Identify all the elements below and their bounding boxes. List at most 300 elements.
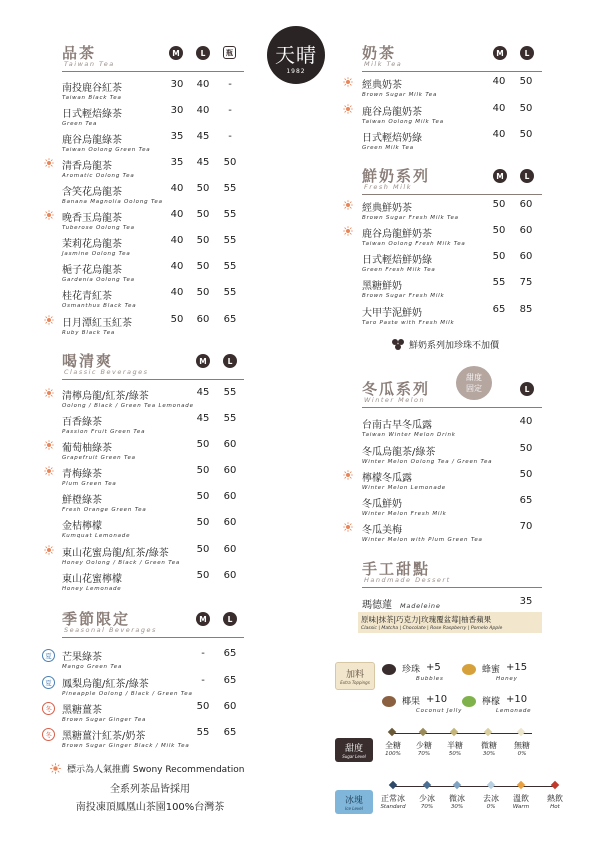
sugar-scale-line (392, 733, 532, 734)
price-l: 60 (223, 701, 237, 712)
sugar-level-name: 半糖 (447, 741, 463, 750)
item-name: 大甲芋泥鮮奶 (362, 308, 422, 319)
item-english-name: Winter Melon Oolong Tea / Green Tea (362, 459, 493, 465)
price-m: - (201, 648, 205, 659)
sun-icon (343, 200, 353, 210)
sun-icon (50, 763, 61, 774)
size-l-badge: L (520, 169, 534, 183)
topping-price: +15 (506, 662, 528, 673)
sun-icon (44, 466, 54, 476)
section-subtitle: Fresh Milk (364, 183, 412, 191)
price-l: 55 (223, 413, 237, 424)
item-name: 檸檬冬瓜露 (362, 473, 412, 484)
ice-level-option (376, 793, 410, 810)
sugar-marker (388, 728, 396, 736)
item-english-name: Grapefruit Green Tea (62, 455, 136, 461)
price-l: 40 (519, 416, 533, 427)
sun-icon (44, 315, 54, 325)
sun-icon (44, 210, 54, 220)
summer-tag: 夏 (42, 649, 55, 662)
menu-item (362, 304, 454, 326)
sugar-label-en: Sugar Level (342, 754, 366, 759)
section-title: 喝清爽 (62, 352, 114, 370)
topping-english-name: Bubbles (416, 676, 444, 682)
sugar-level-option (407, 740, 441, 757)
size-l-badge: L (223, 354, 237, 368)
item-name: 冬瓜美梅 (362, 525, 402, 536)
item-english-name: Taiwan Oolong Green Tea (62, 147, 151, 153)
item-english-name: Plum Green Tea (62, 481, 117, 487)
section-title: 冬瓜系列 (362, 380, 431, 398)
price-m: 50 (196, 570, 210, 581)
ice-level-label (335, 790, 373, 814)
menu-item (62, 701, 146, 723)
recommend-note-text: 標示為人氣推薦 Swony Recommendation (67, 765, 245, 775)
price-l: 65 (519, 495, 533, 506)
item-name: 日月潭紅玉紅茶 (62, 318, 132, 329)
sun-icon (343, 104, 353, 114)
size-l-badge: L (196, 46, 210, 60)
menu-item (62, 570, 122, 592)
toppings-label (335, 662, 375, 690)
section-title: 品茶 (62, 44, 97, 62)
sugar-level-value: 100% (385, 751, 401, 757)
menu-item (362, 277, 444, 299)
item-english-name: Taiwan Oolong Fresh Milk Tea (362, 241, 466, 247)
menu-item (362, 469, 446, 491)
price-l: 45 (196, 157, 210, 168)
ice-level-name: 正常冰 (381, 794, 405, 803)
sugar-marker (484, 728, 492, 736)
topping-english-name: Coconut Jelly (416, 708, 463, 714)
item-name: 黑糖鮮奶 (362, 281, 402, 292)
size-m-badge: M (196, 612, 210, 626)
menu-item (62, 235, 131, 257)
price-m: 40 (170, 235, 184, 246)
ice-level-name: 微冰 (449, 794, 465, 803)
menu-item (62, 314, 132, 336)
price-m: 50 (196, 439, 210, 450)
menu-item (62, 413, 145, 435)
item-name: 桂花青紅茶 (62, 291, 112, 302)
price-l: 50 (519, 103, 533, 114)
item-name: 鹿谷烏龍奶茶 (362, 107, 422, 118)
item-name: 清香烏龍茶 (62, 161, 112, 172)
bubbles-icon (392, 339, 404, 351)
item-name: 日式輕焙奶綠 (362, 133, 422, 144)
item-name: 鹿谷烏龍鮮奶茶 (362, 229, 432, 240)
menu-item (362, 129, 422, 151)
section-subtitle: Seasonal Beverages (64, 626, 157, 634)
menu-item (62, 209, 135, 231)
item-name: 清檸烏龍/紅茶/綠茶 (62, 391, 149, 402)
item-english-name: Fresh Orange Green Tea (62, 507, 147, 513)
size-l-badge: L (223, 612, 237, 626)
item-english-name: Oolong / Black / Green Tea Lemonade (62, 403, 194, 409)
item-name: 葡萄柚綠茶 (62, 443, 112, 454)
source-note (50, 780, 250, 813)
section-rule (362, 587, 542, 588)
source-note-line-1: 全系列茶品皆採用 (110, 784, 190, 795)
item-english-name: Aromatic Oolong Tea (62, 173, 135, 179)
ice-level-option (504, 793, 538, 810)
flavors-zh: 原味|抹茶|巧克力|玫瑰覆盆莓|柚香蘋果 (361, 615, 492, 624)
price-b: 55 (223, 261, 237, 272)
menu-item (62, 105, 122, 127)
item-name: 晚香玉烏龍茶 (62, 213, 122, 224)
price-l: 60 (223, 570, 237, 581)
bubble-note (392, 338, 499, 351)
menu-item (362, 495, 447, 517)
size-m-badge: M (493, 169, 507, 183)
price-m: 50 (196, 517, 210, 528)
section-rule (362, 407, 542, 408)
item-name: 東山花蜜檸檬 (62, 574, 122, 585)
menu-item (362, 251, 436, 273)
ice-level-value: Standard (380, 804, 406, 810)
item-name: 黑糖薑茶 (62, 705, 102, 716)
menu-item (362, 103, 444, 125)
size-bottle-badge: 瓶 (223, 46, 236, 59)
price-l: 50 (519, 443, 533, 454)
price-l: 75 (519, 277, 533, 288)
item-english-name: Brown Sugar Fresh Milk (362, 293, 445, 299)
price-l: 45 (196, 131, 210, 142)
dessert-price: 35 (519, 596, 533, 607)
price-m: 35 (170, 157, 184, 168)
sugar-level-option (438, 740, 472, 757)
price-l: 60 (196, 314, 210, 325)
price-m: 40 (492, 103, 506, 114)
item-english-name: Taiwan Winter Melon Drink (362, 432, 456, 438)
topping-english-name: Lemonade (496, 708, 532, 714)
price-b: 50 (223, 157, 237, 168)
section-rule (62, 379, 244, 380)
ice-level-value: 30% (450, 804, 464, 810)
price-l: 60 (223, 544, 237, 555)
price-l: 60 (223, 517, 237, 528)
summer-tag: 夏 (42, 676, 55, 689)
price-l: 60 (519, 251, 533, 262)
price-l: 50 (519, 76, 533, 87)
price-b: 55 (223, 209, 237, 220)
sugar-level-label (335, 738, 373, 762)
item-name: 芒果綠茶 (62, 652, 102, 663)
price-m: 50 (196, 465, 210, 476)
price-l: 60 (519, 225, 533, 236)
ice-marker (389, 781, 397, 789)
price-m: 40 (170, 183, 184, 194)
ice-level-option (538, 793, 572, 810)
menu-item (62, 465, 117, 487)
sun-icon (44, 440, 54, 450)
item-name: 茉莉花烏龍茶 (62, 239, 122, 250)
topping-name: 檸檬 (482, 697, 501, 707)
dessert-english-name: Madeleine (400, 602, 441, 610)
item-english-name: Honey Oolong / Black / Green Tea (62, 560, 181, 566)
price-m: 50 (196, 491, 210, 502)
topping-name: 椰果 (402, 697, 421, 707)
winter-tag: 冬 (42, 728, 55, 741)
sugar-label-zh: 甜度 (344, 744, 363, 754)
item-english-name: Osmanthus Black Tea (62, 303, 137, 309)
item-english-name: Passion Fruit Green Tea (62, 429, 146, 435)
menu-item (362, 521, 483, 543)
item-name: 鳳梨烏龍/紅茶/綠茶 (62, 679, 149, 690)
ice-level-name: 去冰 (483, 794, 499, 803)
price-m: 50 (196, 544, 210, 555)
section-rule (62, 71, 244, 72)
topping-item (402, 662, 444, 682)
brand-logo (267, 26, 325, 84)
section-title: 鮮奶系列 (362, 167, 431, 185)
price-l: 60 (223, 439, 237, 450)
price-b: 55 (223, 287, 237, 298)
price-l: 65 (223, 727, 237, 738)
section-rule (362, 194, 542, 195)
sun-icon (343, 77, 353, 87)
ice-marker (453, 781, 461, 789)
price-b: - (228, 131, 232, 142)
topping-name: 珍珠 (402, 665, 421, 675)
item-name: 經典奶茶 (362, 80, 402, 91)
menu-item (362, 76, 437, 98)
price-l: 50 (519, 469, 533, 480)
item-name: 含笑花烏龍茶 (62, 187, 122, 198)
sugar-level-option (472, 740, 506, 757)
item-name: 梔子花烏龍茶 (62, 265, 122, 276)
sugar-level-name: 微糖 (481, 741, 497, 750)
price-m: 55 (196, 727, 210, 738)
price-m: 50 (196, 701, 210, 712)
ice-level-value: 0% (486, 804, 496, 810)
price-m: 50 (492, 199, 506, 210)
sugar-marker (517, 728, 525, 736)
menu-item (62, 491, 147, 513)
price-m: 40 (492, 129, 506, 140)
section-rule (362, 71, 542, 72)
ice-level-value: Hot (550, 804, 560, 810)
section-subtitle: Classic Beverages (64, 368, 149, 376)
item-name: 冬瓜烏龍茶/綠茶 (362, 447, 436, 458)
ice-marker (423, 781, 431, 789)
item-english-name: Ruby Black Tea (62, 330, 116, 336)
price-l: 65 (223, 675, 237, 686)
menu-item (362, 416, 456, 438)
section-subtitle: Winter Melon (364, 396, 426, 404)
item-name: 金桔檸檬 (62, 521, 102, 532)
dessert-name: 瑪德蓮 (362, 600, 392, 611)
logo-glyph: 天晴 (275, 43, 317, 67)
sugar-level-option (505, 740, 539, 757)
item-english-name: Honey Lemonade (62, 586, 122, 592)
item-english-name: Brown Sugar Milk Tea (362, 92, 438, 98)
ice-label-en: Ice Level (345, 806, 363, 811)
item-name: 冬瓜鮮奶 (362, 499, 402, 510)
topping-item (402, 694, 462, 714)
ice-marker (517, 781, 525, 789)
lemon-icon (462, 696, 476, 707)
menu-item (62, 157, 135, 179)
price-l: 60 (223, 491, 237, 502)
sugar-level-value: 70% (417, 751, 431, 757)
price-m: 55 (492, 277, 506, 288)
price-m: 45 (196, 387, 210, 398)
price-l: 60 (519, 199, 533, 210)
menu-item (362, 443, 492, 465)
price-l: 40 (196, 105, 210, 116)
badge-line-2: 固定 (466, 384, 482, 393)
ice-marker (487, 781, 495, 789)
price-b: 55 (223, 183, 237, 194)
price-b: - (228, 79, 232, 90)
size-m-badge: M (196, 354, 210, 368)
price-m: 30 (170, 79, 184, 90)
item-english-name: Tuberose Oolong Tea (62, 225, 135, 231)
price-l: 60 (223, 465, 237, 476)
menu-item (62, 648, 122, 670)
price-b: 65 (223, 314, 237, 325)
menu-item (62, 727, 190, 749)
price-m: 50 (492, 225, 506, 236)
size-l-badge: L (520, 46, 534, 60)
item-english-name: Brown Sugar Fresh Milk Tea (362, 215, 459, 221)
topping-price: +5 (426, 662, 441, 673)
menu-item (62, 517, 130, 539)
topping-name: 蜂蜜 (482, 665, 501, 675)
section-title: 季節限定 (62, 610, 131, 628)
size-m-badge: M (169, 46, 183, 60)
item-name: 鹿谷烏龍綠茶 (62, 135, 122, 146)
item-name: 台南古早冬瓜露 (362, 420, 432, 431)
ice-level-option (440, 793, 474, 810)
sun-icon (44, 545, 54, 555)
ice-level-option (410, 793, 444, 810)
item-english-name: Green Fresh Milk Tea (362, 267, 436, 273)
ice-level-name: 熱飲 (547, 794, 563, 803)
price-l: 70 (519, 521, 533, 532)
price-l: 50 (519, 129, 533, 140)
price-m: - (201, 675, 205, 686)
topping-item (482, 694, 531, 714)
ice-level-name: 溫飲 (513, 794, 529, 803)
bubble-note-text: 鮮奶系列加珍珠不加價 (409, 341, 500, 351)
price-l: 55 (223, 387, 237, 398)
item-english-name: Brown Sugar Ginger Black / Milk Tea (62, 743, 190, 749)
menu-item (62, 79, 122, 101)
toppings-label-en: Extra Toppings (340, 680, 370, 685)
item-english-name: Brown Sugar Ginger Tea (62, 717, 147, 723)
sugar-fixed-badge (456, 366, 492, 400)
menu-item (62, 261, 135, 283)
section-rule (62, 637, 244, 638)
item-english-name: Kumquat Lemonade (62, 533, 131, 539)
price-l: 50 (196, 183, 210, 194)
topping-item (482, 662, 527, 682)
sugar-level-option (376, 740, 410, 757)
price-m: 40 (170, 287, 184, 298)
item-english-name: Taro Paste with Fresh Milk (362, 320, 455, 326)
size-l-badge: L (520, 382, 534, 396)
section-subtitle: Milk Tea (364, 60, 403, 68)
item-english-name: Jasmine Oolong Tea (62, 251, 131, 257)
sun-icon (44, 388, 54, 398)
recommend-note (50, 762, 244, 775)
topping-price: +10 (506, 694, 528, 705)
price-m: 40 (170, 261, 184, 272)
menu-item (62, 387, 194, 409)
price-m: 50 (492, 251, 506, 262)
item-english-name: Winter Melon with Plum Green Tea (362, 537, 483, 543)
ice-marker (551, 781, 559, 789)
item-name: 黑糖薑汁紅茶/奶茶 (62, 731, 146, 742)
item-name: 日式輕焙綠茶 (62, 109, 122, 120)
price-b: - (228, 105, 232, 116)
honey-icon (462, 664, 476, 675)
winter-tag: 冬 (42, 702, 55, 715)
item-name: 百香綠茶 (62, 417, 102, 428)
item-name: 南投鹿谷紅茶 (62, 83, 122, 94)
toppings-label-zh: 加料 (345, 670, 364, 680)
item-name: 日式輕焙鮮奶綠 (362, 255, 432, 266)
item-english-name: Winter Melon Lemonade (362, 485, 446, 491)
price-m: 35 (170, 131, 184, 142)
price-m: 50 (170, 314, 184, 325)
flavors-en: Classic | Matcha | Chocolate | Rose Raspberry | Pomelo Apple (361, 626, 503, 631)
sugar-level-value: 50% (448, 751, 462, 757)
item-name: 經典鮮奶茶 (362, 203, 412, 214)
item-english-name: Mango Green Tea (62, 664, 123, 670)
sugar-level-value: 0% (517, 751, 527, 757)
price-l: 50 (196, 287, 210, 298)
bubbles-icon (382, 664, 396, 675)
logo-year: 1982 (286, 68, 306, 75)
item-english-name: Banana Magnolia Oolong Tea (62, 199, 163, 205)
dessert-flavors (358, 612, 542, 633)
item-english-name: Pineapple Oolong / Black / Green Tea (62, 691, 193, 697)
ice-level-value: Warm (512, 804, 530, 810)
ice-level-name: 少冰 (419, 794, 435, 803)
sugar-level-name: 無糖 (514, 741, 530, 750)
sugar-level-value: 30% (482, 751, 496, 757)
item-english-name: Green Milk Tea (362, 145, 414, 151)
price-m: 40 (170, 209, 184, 220)
item-english-name: Winter Melon Fresh Milk (362, 511, 447, 517)
item-english-name: Gardenia Oolong Tea (62, 277, 135, 283)
sun-icon (343, 470, 353, 480)
coconut-icon (382, 696, 396, 707)
source-note-line-2: 南投凍頂鳳凰山茶園100%台灣茶 (75, 802, 225, 813)
price-l: 50 (196, 235, 210, 246)
menu-item (362, 225, 466, 247)
menu-item (62, 183, 163, 205)
menu-item (62, 131, 150, 153)
menu-item (62, 439, 136, 461)
price-l: 85 (519, 304, 533, 315)
sugar-level-name: 少糖 (416, 741, 432, 750)
price-l: 50 (196, 209, 210, 220)
topping-price: +10 (426, 694, 448, 705)
section-title: 奶茶 (362, 44, 397, 62)
price-l: 50 (196, 261, 210, 272)
topping-english-name: Honey (496, 676, 518, 682)
price-m: 30 (170, 105, 184, 116)
menu-item (362, 199, 459, 221)
item-english-name: Taiwan Black Tea (62, 95, 122, 101)
sugar-marker (450, 728, 458, 736)
ice-label-zh: 冰塊 (344, 796, 363, 806)
price-m: 40 (492, 76, 506, 87)
